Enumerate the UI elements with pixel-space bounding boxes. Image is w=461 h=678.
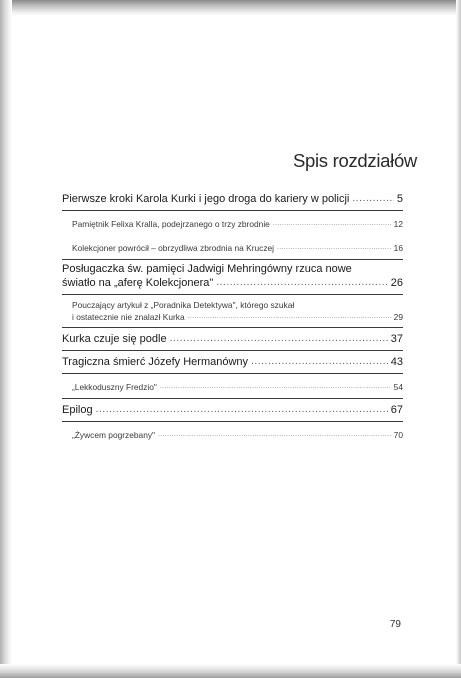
- toc-entry-page: 26: [390, 277, 403, 289]
- toc-entry-subsection[interactable]: [62, 429, 403, 441]
- toc-entry-chapter-2[interactable]: [62, 262, 403, 290]
- toc-entry-title-line1: Posługaczka św. pamięci Jadwigi Mehringówny rzuca nowe: [62, 263, 352, 275]
- toc-entry-subsection[interactable]: [62, 242, 403, 254]
- toc-entry-page: 43: [390, 356, 403, 368]
- page-number: 79: [389, 619, 401, 630]
- toc-entry-chapter-4[interactable]: [62, 355, 403, 369]
- toc-entry-page: 67: [390, 404, 403, 416]
- toc-divider: [62, 373, 403, 374]
- toc-divider: [62, 327, 403, 328]
- toc-entry-title-line1: Pouczający artykuł z „Poradnika Detektywa", którego szukał: [72, 300, 295, 310]
- scan-shadow-bottom: [0, 664, 461, 678]
- table-of-contents: [62, 192, 403, 441]
- toc-entry-subsection[interactable]: [62, 381, 403, 393]
- toc-divider: [62, 259, 403, 260]
- toc-entry-subsection[interactable]: [62, 299, 403, 323]
- toc-leader-dots: [216, 276, 387, 290]
- scan-shadow-right: [456, 0, 461, 678]
- toc-divider: [62, 350, 403, 351]
- toc-entry-chapter-1[interactable]: [62, 192, 403, 206]
- toc-leader-dots: [158, 429, 391, 441]
- toc-leader-dots: [160, 381, 391, 393]
- toc-entry-title: Kurka czuje się podle: [62, 333, 167, 345]
- toc-divider: [62, 294, 403, 295]
- scan-shadow-left: [0, 0, 12, 678]
- toc-divider: [62, 398, 403, 399]
- toc-entry-title: Pierwsze kroki Karola Kurki i jego droga do kariery w policji: [62, 193, 350, 205]
- toc-entry-epilog[interactable]: [62, 403, 403, 417]
- page-title: Spis rozdziałów: [292, 150, 417, 171]
- toc-leader-dots: [251, 355, 388, 369]
- toc-leader-dots: [273, 218, 391, 230]
- toc-entry-page: 16: [393, 243, 403, 253]
- toc-entry-page: 5: [396, 193, 403, 205]
- toc-leader-dots: [352, 192, 394, 206]
- toc-entry-chapter-3[interactable]: [62, 332, 403, 346]
- toc-entry-page: 37: [390, 333, 403, 345]
- toc-entry-page: 70: [393, 430, 403, 440]
- toc-entry-page: 12: [393, 219, 403, 229]
- toc-entry-subsection[interactable]: [62, 218, 403, 230]
- toc-entry-page: 54: [393, 382, 403, 392]
- toc-divider: [62, 421, 403, 422]
- toc-divider: [62, 210, 403, 211]
- toc-entry-title: Epilog: [62, 404, 93, 416]
- toc-entry-title-line2: światło na „aferę Kolekcjonera": [62, 277, 214, 289]
- toc-entry-title: Tragiczna śmierć Józefy Hermanówny: [62, 356, 249, 368]
- toc-entry-title: Kolekcjoner powrócił – obrzydliwa zbrodnia na Kruczej: [72, 243, 275, 253]
- toc-entry-title-line2: i ostatecznie nie znalazł Kurka: [72, 312, 185, 322]
- scan-shadow-top: [0, 0, 461, 16]
- toc-leader-dots: [170, 332, 388, 346]
- toc-entry-title: „Żywcem pogrzebany": [72, 430, 156, 440]
- toc-leader-dots: [188, 311, 391, 323]
- toc-leader-dots: [96, 403, 388, 417]
- toc-entry-title: Pamiętnik Felixa Kralla, podejrzanego o trzy zbrodnie: [72, 219, 270, 229]
- toc-entry-title: „Lekkoduszny Fredzio": [72, 382, 157, 392]
- toc-entry-page: 29: [393, 312, 403, 322]
- toc-leader-dots: [277, 242, 391, 254]
